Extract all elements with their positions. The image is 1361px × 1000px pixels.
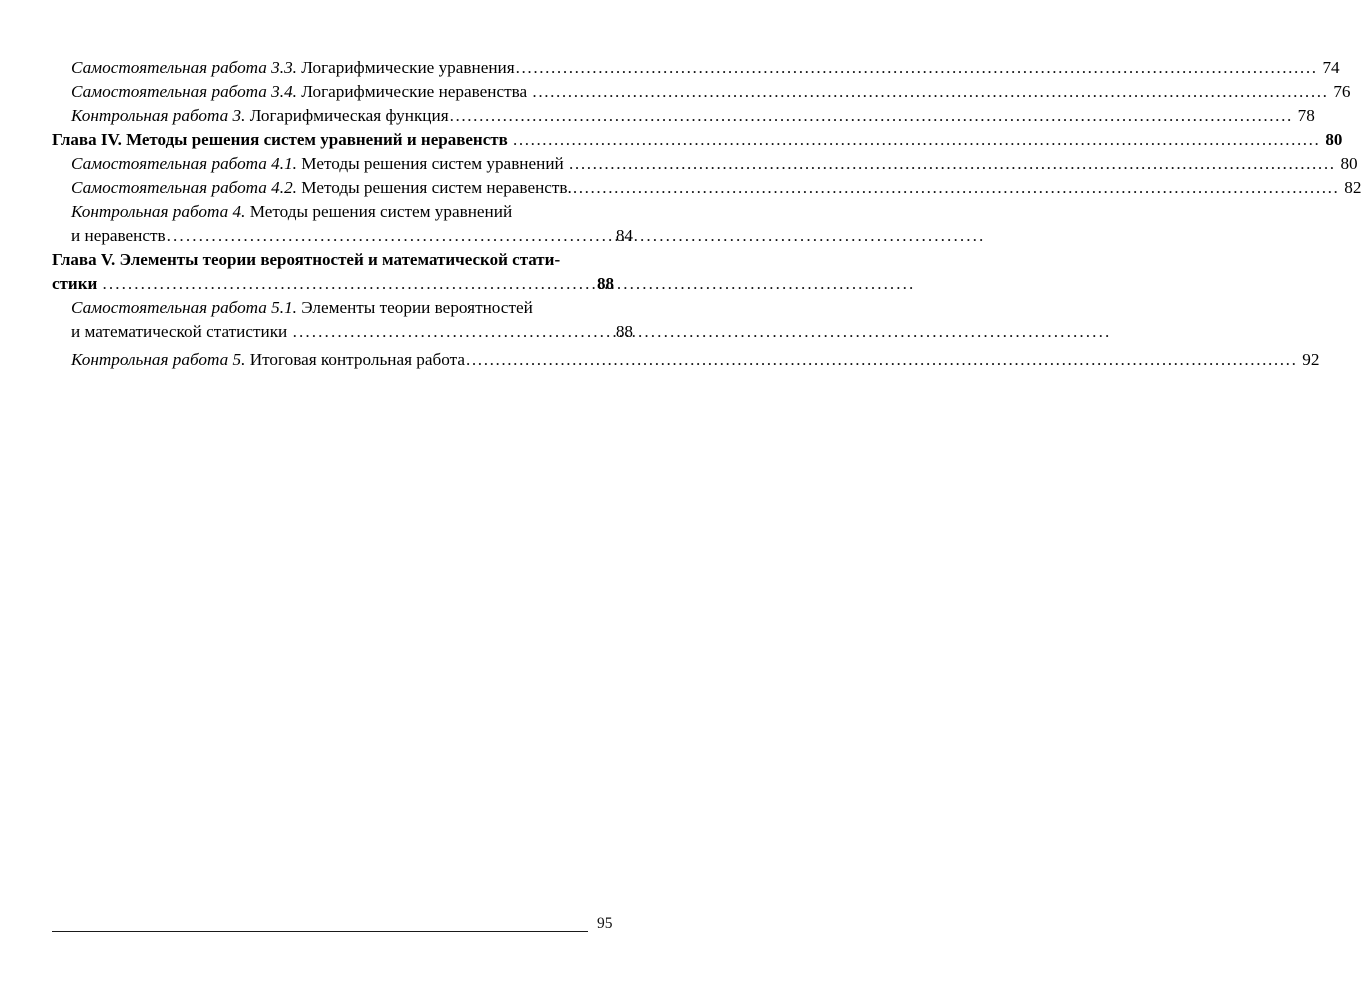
toc-entry-label: Самостоятельная работа 5.1. xyxy=(71,298,297,317)
dot-leader: ..... .......... xyxy=(513,128,1320,152)
toc-page-number: 92 xyxy=(1302,350,1320,369)
page-footer xyxy=(52,914,614,954)
toc-page-number: 84 xyxy=(615,226,633,245)
dot-leader xyxy=(293,320,611,344)
toc-page-number: 80 xyxy=(1325,130,1343,149)
dot-leader xyxy=(103,272,592,296)
footer-divider xyxy=(52,931,588,932)
toc-entry-label: Контрольная работа 4. xyxy=(71,202,246,221)
dot-leader: ..... .. xyxy=(569,152,1336,176)
toc-entry-kr-4-line1[interactable] xyxy=(52,200,633,224)
toc-entry-title: Логарифмическая функция xyxy=(245,106,449,125)
toc-page-number: 88 xyxy=(615,322,633,341)
dot-leader: ..... ........ xyxy=(516,56,1318,80)
toc-page-number: 88 xyxy=(597,274,614,293)
toc-entry-title: Элементы теории вероятностей xyxy=(296,298,533,317)
toc-entry-sr-3-4[interactable] xyxy=(52,80,1351,104)
toc-entry-title: Методы решения систем неравенств. xyxy=(296,178,572,197)
toc-entry-label: Контрольная работа 5. xyxy=(71,350,246,369)
toc-entry-label: Контрольная работа 3. xyxy=(71,106,246,125)
toc-entry-title: Логарифмические неравенства xyxy=(296,82,532,101)
toc-page-number: 82 xyxy=(1344,178,1361,197)
toc-entry-label: Самостоятельная работа 4.2. xyxy=(71,178,297,197)
toc-chapter-4[interactable] xyxy=(52,128,1343,152)
toc-entry-label: Самостоятельная работа 3.4. xyxy=(71,82,297,101)
dot-leader: ..... .. xyxy=(573,176,1340,200)
toc-entry-title: Методы решения систем уравнений xyxy=(296,154,569,173)
toc-entry-kr-3[interactable] xyxy=(52,104,1315,128)
toc-entry-kr-4-line2[interactable] xyxy=(52,224,633,248)
table-of-contents xyxy=(52,56,1361,372)
toc-page-number: 76 xyxy=(1333,82,1351,101)
toc-entry-sr-4-2[interactable] xyxy=(52,176,1361,200)
toc-entry-label: Самостоятельная работа 4.1. xyxy=(71,154,297,173)
toc-entry-sr-4-1[interactable] xyxy=(52,152,1358,176)
toc-entry-sr-3-3[interactable] xyxy=(52,56,1340,80)
toc-entry-title: Итоговая контрольная работа xyxy=(245,350,465,369)
dot-leader: ..... ....... xyxy=(532,80,1328,104)
toc-entry-sr-5-1-line1[interactable] xyxy=(52,296,633,320)
toc-entry-title: и математической статистики xyxy=(71,322,292,341)
toc-chapter-label: Глава V. Элементы теории вероятностей и математической стати- xyxy=(52,250,561,269)
toc-chapter-label: стики xyxy=(52,274,102,293)
toc-page-number: 80 xyxy=(1340,154,1358,173)
toc-entry-title: Методы решения систем уравнений xyxy=(245,202,513,221)
toc-chapter-5-line2[interactable] xyxy=(52,272,614,296)
toc-entry-title: Логарифмические уравнения xyxy=(296,58,515,77)
toc-entry-sr-5-1-line2[interactable] xyxy=(52,320,633,344)
toc-chapter-5-line1[interactable] xyxy=(52,248,614,272)
dot-leader xyxy=(167,224,611,248)
toc-entry-title: и неравенств xyxy=(71,226,166,245)
toc-entry-kr-5[interactable] xyxy=(52,348,1320,372)
footer-page-number: 95 xyxy=(597,915,613,932)
toc-page-number: 78 xyxy=(1297,106,1315,125)
toc-page-number: 74 xyxy=(1322,58,1340,77)
dot-leader: ..... ............. xyxy=(466,348,1297,372)
toc-entry-label: Самостоятельная работа 3.3. xyxy=(71,58,297,77)
toc-chapter-label: Глава IV. Методы решения систем уравнений и неравенств xyxy=(52,130,513,149)
dot-leader: ..... ............... xyxy=(450,104,1293,128)
